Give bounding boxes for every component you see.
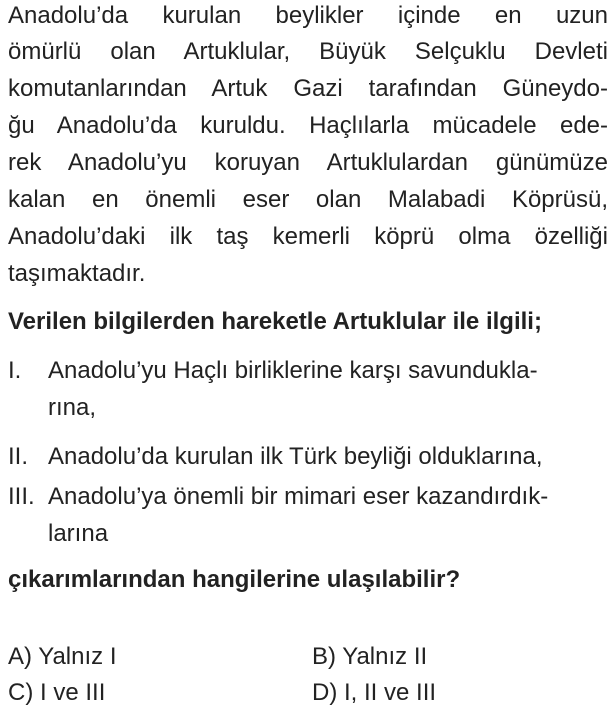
statement-number: I. xyxy=(8,357,22,384)
question-stem: Verilen bilgilerden hareketle Artuklular ile ilgili; xyxy=(8,308,542,335)
statement-text: Anadolu’ya önemli bir mimari eser kazandırdık- xyxy=(48,483,549,510)
question-end: çıkarımlarından hangilerine ulaşılabilir? xyxy=(8,566,461,593)
option-d[interactable] xyxy=(312,677,436,709)
passage-line: rek Anadolu’yu koruyan Artuklulardan günümüze xyxy=(8,149,608,176)
passage-line: ğu Anadolu’da kuruldu. Haçlılarla mücadele ede- xyxy=(8,112,608,139)
statement-text: rına, xyxy=(48,394,97,421)
option-label: C) xyxy=(8,679,34,706)
option-b[interactable] xyxy=(312,641,427,673)
passage-line: ömürlü olan Artuklular, Büyük Selçuklu Devleti xyxy=(8,38,608,65)
option-c[interactable] xyxy=(8,677,105,709)
statement-text: larına xyxy=(48,520,109,547)
passage-line: Anadolu’daki ilk taş kemerli köprü olma özelliği xyxy=(8,223,608,250)
passage-line: taşımaktadır. xyxy=(8,260,146,287)
statement-text: Anadolu’yu Haçlı birliklerine karşı savundukla- xyxy=(48,357,538,384)
option-text: Yalnız II xyxy=(342,643,428,670)
option-text: I, II ve III xyxy=(344,679,437,706)
passage-line: Anadolu’da kurulan beylikler içinde en uzun xyxy=(8,2,608,29)
option-a[interactable] xyxy=(8,641,117,673)
statement-number: III. xyxy=(8,483,35,510)
passage-line: kalan en önemli eser olan Malabadi Köprüsü, xyxy=(8,186,608,213)
passage-line: komutanlarından Artuk Gazi tarafından Güneydo- xyxy=(8,75,608,102)
option-text: I ve III xyxy=(40,679,106,706)
option-label: A) xyxy=(8,643,32,670)
option-text: Yalnız I xyxy=(38,643,117,670)
option-label: D) xyxy=(312,679,338,706)
statement-number: II. xyxy=(8,443,29,470)
statement-text: Anadolu’da kurulan ilk Türk beyliği olduklarına, xyxy=(48,443,543,470)
option-label: B) xyxy=(312,643,336,670)
